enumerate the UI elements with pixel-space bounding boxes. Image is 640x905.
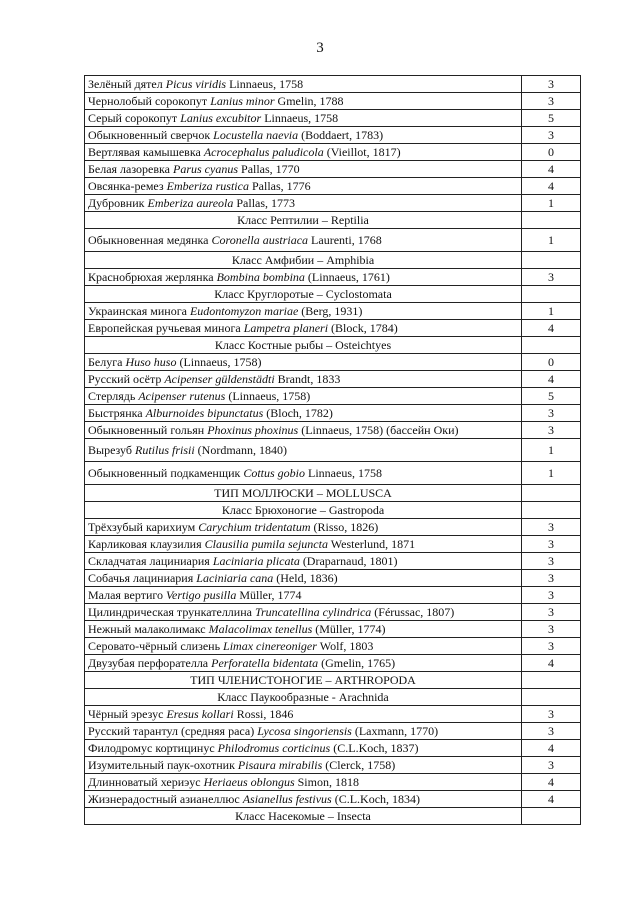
empty-category-cell	[522, 286, 581, 303]
species-name-cell	[85, 655, 522, 672]
category-cell: 1	[522, 229, 581, 252]
latin-name: Acrocephalus paludicola	[203, 145, 324, 159]
table-row	[85, 303, 581, 320]
species-name-cell	[85, 127, 522, 144]
table-row	[85, 621, 581, 638]
latin-name: Lanius excubitor	[180, 111, 262, 125]
species-name-cell	[85, 519, 522, 536]
common-name: Обыкновенная медянка	[88, 233, 212, 247]
author-citation: (Bloch, 1782)	[263, 406, 333, 420]
author-citation: Müller, 1774	[236, 588, 302, 602]
species-table	[84, 75, 581, 825]
species-name-cell	[85, 405, 522, 422]
section-header-row	[85, 808, 581, 825]
species-name-cell	[85, 144, 522, 161]
table-row	[85, 462, 581, 485]
table-row	[85, 791, 581, 808]
section-header: Класс Паукообразные - Arachnida	[85, 689, 522, 706]
common-name: Русский осётр	[88, 372, 165, 386]
category-cell: 0	[522, 144, 581, 161]
category-cell: 3	[522, 706, 581, 723]
table-row	[85, 371, 581, 388]
species-name-cell	[85, 757, 522, 774]
category-cell: 4	[522, 178, 581, 195]
category-cell: 3	[522, 269, 581, 286]
common-name: Дубровник	[88, 196, 148, 210]
table-row	[85, 519, 581, 536]
category-cell: 3	[522, 621, 581, 638]
table-row	[85, 723, 581, 740]
table-row	[85, 553, 581, 570]
latin-name: Locustella naevia	[213, 128, 299, 142]
table-row	[85, 110, 581, 127]
latin-name: Limax cinereoniger	[223, 639, 317, 653]
latin-name: Asianellus festivus	[242, 792, 332, 806]
common-name: Малая вертиго	[88, 588, 166, 602]
latin-name: Huso huso	[125, 355, 177, 369]
species-table-body	[85, 76, 581, 825]
category-cell: 3	[522, 519, 581, 536]
table-row	[85, 354, 581, 371]
common-name: Русский тарантул (средняя раса)	[88, 724, 258, 738]
latin-name: Lanius minor	[210, 94, 275, 108]
common-name: Украинская минога	[88, 304, 190, 318]
common-name: Собачья лациниария	[88, 571, 197, 585]
category-cell: 1	[522, 439, 581, 462]
author-citation: Brandt, 1833	[274, 372, 341, 386]
category-cell: 3	[522, 553, 581, 570]
latin-name: Emberiza rustica	[166, 179, 249, 193]
common-name: Белая лазоревка	[88, 162, 174, 176]
table-row	[85, 706, 581, 723]
latin-name: Clausilia pumila sejuncta	[204, 537, 328, 551]
table-row	[85, 757, 581, 774]
species-name-cell	[85, 723, 522, 740]
species-name-cell	[85, 422, 522, 439]
author-citation: Westerlund, 1871	[327, 537, 416, 551]
section-header-row	[85, 689, 581, 706]
species-name-cell	[85, 774, 522, 791]
species-name-cell	[85, 195, 522, 212]
latin-name: Acipenser rutenus	[138, 389, 226, 403]
species-name-cell	[85, 621, 522, 638]
species-name-cell	[85, 706, 522, 723]
latin-name: Philodromus corticinus	[217, 741, 331, 755]
species-name-cell	[85, 388, 522, 405]
author-citation: (Linnaeus, 1758)	[225, 389, 311, 403]
table-row	[85, 161, 581, 178]
author-citation: (Vieillot, 1817)	[323, 145, 401, 159]
common-name: Цилиндрическая трункателлина	[88, 605, 255, 619]
category-cell: 5	[522, 388, 581, 405]
category-cell: 0	[522, 354, 581, 371]
author-citation: (Linnaeus, 1758) (бассейн Оки)	[298, 423, 459, 437]
category-cell: 3	[522, 127, 581, 144]
species-name-cell	[85, 320, 522, 337]
species-name-cell	[85, 178, 522, 195]
table-row	[85, 127, 581, 144]
author-citation: Laurenti, 1768	[308, 233, 382, 247]
author-citation: Linnaeus, 1758	[261, 111, 339, 125]
author-citation: (Boddaert, 1783)	[298, 128, 384, 142]
category-cell: 3	[522, 723, 581, 740]
section-header: ТИП МОЛЛЮСКИ – MOLLUSCA	[85, 485, 522, 502]
latin-name: Cottus gobio	[243, 466, 306, 480]
empty-category-cell	[522, 485, 581, 502]
common-name: Длинноватый хериэус	[88, 775, 204, 789]
table-row	[85, 774, 581, 791]
common-name: Нежный малаколимакс	[88, 622, 209, 636]
table-row	[85, 422, 581, 439]
section-header-row	[85, 672, 581, 689]
empty-category-cell	[522, 212, 581, 229]
latin-name: Parus cyanus	[173, 162, 239, 176]
category-cell: 3	[522, 76, 581, 93]
latin-name: Heriaeus oblongus	[203, 775, 295, 789]
empty-category-cell	[522, 337, 581, 354]
table-row	[85, 229, 581, 252]
species-name-cell	[85, 462, 522, 485]
author-citation: (Gmelin, 1765)	[318, 656, 396, 670]
category-cell: 3	[522, 757, 581, 774]
category-cell: 4	[522, 655, 581, 672]
table-row	[85, 655, 581, 672]
common-name: Зелёный дятел	[88, 77, 166, 91]
table-row	[85, 144, 581, 161]
latin-name: Phoxinus phoxinus	[207, 423, 299, 437]
section-header-row	[85, 502, 581, 519]
section-header-row	[85, 252, 581, 269]
latin-name: Picus viridis	[165, 77, 227, 91]
table-row	[85, 320, 581, 337]
common-name: Двузубая перфорателла	[88, 656, 212, 670]
category-cell: 4	[522, 791, 581, 808]
author-citation: Wolf, 1803	[316, 639, 374, 653]
common-name: Обыкновенный подкаменщик	[88, 466, 244, 480]
author-citation: (Draparnaud, 1801)	[299, 554, 398, 568]
author-citation: (Held, 1836)	[273, 571, 338, 585]
latin-name: Pisaura mirabilis	[237, 758, 323, 772]
section-header: Класс Костные рыбы – Osteichtyes	[85, 337, 522, 354]
author-citation: (Linnaeus, 1761)	[304, 270, 390, 284]
table-row	[85, 587, 581, 604]
author-citation: (Linnaeus, 1758)	[176, 355, 262, 369]
category-cell: 4	[522, 320, 581, 337]
common-name: Серый сорокопут	[88, 111, 181, 125]
latin-name: Coronella austriaca	[211, 233, 309, 247]
common-name: Обыкновенный сверчок	[88, 128, 214, 142]
species-name-cell	[85, 354, 522, 371]
common-name: Стерлядь	[88, 389, 139, 403]
latin-name: Lampetra planeri	[243, 321, 329, 335]
table-row	[85, 195, 581, 212]
table-row	[85, 405, 581, 422]
category-cell: 3	[522, 638, 581, 655]
common-name: Чёрный эрезус	[88, 707, 167, 721]
common-name: Жизнерадостный азианеллюс	[88, 792, 243, 806]
category-cell: 4	[522, 774, 581, 791]
empty-category-cell	[522, 689, 581, 706]
latin-name: Malacolimax tenellus	[208, 622, 313, 636]
category-cell: 3	[522, 570, 581, 587]
species-name-cell	[85, 587, 522, 604]
common-name: Складчатая лациниария	[88, 554, 213, 568]
category-cell: 3	[522, 587, 581, 604]
latin-name: Laciniaria plicata	[212, 554, 300, 568]
author-citation: Simon, 1818	[294, 775, 359, 789]
latin-name: Perforatella bidentata	[211, 656, 319, 670]
section-header: ТИП ЧЛЕНИСТОНОГИЕ – ARTHROPODA	[85, 672, 522, 689]
table-row	[85, 269, 581, 286]
latin-name: Lycosa singoriensis	[257, 724, 352, 738]
common-name: Вертлявая камышевка	[88, 145, 204, 159]
common-name: Трёхзубый карихиум	[88, 520, 199, 534]
author-citation: Rossi, 1846	[233, 707, 294, 721]
latin-name: Vertigo pusilla	[166, 588, 237, 602]
latin-name: Bombina bombina	[216, 270, 305, 284]
species-name-cell	[85, 76, 522, 93]
table-row	[85, 740, 581, 757]
category-cell: 4	[522, 740, 581, 757]
common-name: Обыкновенный гольян	[88, 423, 208, 437]
author-citation: (Clerck, 1758)	[322, 758, 396, 772]
table-row	[85, 178, 581, 195]
table-row	[85, 93, 581, 110]
category-cell: 3	[522, 405, 581, 422]
common-name: Краснобрюхая жерлянка	[88, 270, 217, 284]
author-citation: (Block, 1784)	[328, 321, 398, 335]
section-header-row	[85, 337, 581, 354]
species-name-cell	[85, 161, 522, 178]
species-name-cell	[85, 229, 522, 252]
page-number: 3	[316, 40, 324, 56]
common-name: Европейская ручьевая минога	[88, 321, 244, 335]
species-name-cell	[85, 740, 522, 757]
table-row	[85, 388, 581, 405]
common-name: Изумительный паук-охотник	[88, 758, 238, 772]
category-cell: 1	[522, 462, 581, 485]
category-cell: 1	[522, 195, 581, 212]
category-cell: 3	[522, 93, 581, 110]
author-citation: Linnaeus, 1758	[226, 77, 304, 91]
species-name-cell	[85, 791, 522, 808]
table-row	[85, 604, 581, 621]
category-cell: 3	[522, 604, 581, 621]
species-name-cell	[85, 604, 522, 621]
species-name-cell	[85, 269, 522, 286]
species-name-cell	[85, 93, 522, 110]
section-header-row	[85, 286, 581, 303]
section-header: Класс Брюхоногие – Gastropoda	[85, 502, 522, 519]
species-name-cell	[85, 303, 522, 320]
author-citation: Pallas, 1770	[238, 162, 300, 176]
latin-name: Alburnoides bipunctatus	[145, 406, 264, 420]
author-citation: Gmelin, 1788	[274, 94, 344, 108]
common-name: Вырезуб	[88, 443, 135, 457]
section-header: Класс Круглоротые – Cyclostomata	[85, 286, 522, 303]
latin-name: Truncatellina cylindrica	[254, 605, 372, 619]
common-name: Быстрянка	[88, 406, 146, 420]
common-name: Овсянка-ремез	[88, 179, 167, 193]
common-name: Чернолобый сорокопут	[88, 94, 211, 108]
species-name-cell	[85, 536, 522, 553]
latin-name: Eresus kollari	[166, 707, 234, 721]
section-header: Класс Насекомые – Insecta	[85, 808, 522, 825]
empty-category-cell	[522, 672, 581, 689]
category-cell: 3	[522, 422, 581, 439]
category-cell: 1	[522, 303, 581, 320]
latin-name: Emberiza aureola	[147, 196, 234, 210]
category-cell: 5	[522, 110, 581, 127]
empty-category-cell	[522, 252, 581, 269]
species-name-cell	[85, 439, 522, 462]
author-citation: (Nordmann, 1840)	[194, 443, 287, 457]
latin-name: Laciniaria cana	[196, 571, 274, 585]
species-name-cell	[85, 553, 522, 570]
species-name-cell	[85, 371, 522, 388]
author-citation: (Müller, 1774)	[312, 622, 386, 636]
author-citation: (Berg, 1931)	[298, 304, 363, 318]
latin-name: Acipenser güldenstädti	[164, 372, 275, 386]
category-cell: 3	[522, 536, 581, 553]
author-citation: Linnaeus, 1758	[305, 466, 383, 480]
table-row	[85, 439, 581, 462]
empty-category-cell	[522, 502, 581, 519]
section-header: Класс Амфибии – Amphibia	[85, 252, 522, 269]
latin-name: Carychium tridentatum	[198, 520, 311, 534]
common-name: Филодромус кортицинус	[88, 741, 218, 755]
section-header-row	[85, 485, 581, 502]
author-citation: Pallas, 1776	[248, 179, 311, 193]
table-row	[85, 570, 581, 587]
author-citation: (Risso, 1826)	[310, 520, 379, 534]
table-row	[85, 638, 581, 655]
empty-category-cell	[522, 808, 581, 825]
common-name: Карликовая клаузилия	[88, 537, 205, 551]
author-citation: (Laxmann, 1770)	[351, 724, 439, 738]
author-citation: Pallas, 1773	[233, 196, 296, 210]
table-row	[85, 536, 581, 553]
section-header-row	[85, 212, 581, 229]
species-name-cell	[85, 110, 522, 127]
section-header: Класс Рептилии – Reptilia	[85, 212, 522, 229]
common-name: Серовато-чёрный слизень	[88, 639, 224, 653]
author-citation: (Férussac, 1807)	[371, 605, 455, 619]
latin-name: Rutilus frisii	[134, 443, 195, 457]
author-citation: (C.L.Koch, 1834)	[331, 792, 421, 806]
category-cell: 4	[522, 371, 581, 388]
author-citation: (C.L.Koch, 1837)	[330, 741, 419, 755]
latin-name: Eudontomyzon mariae	[189, 304, 299, 318]
category-cell: 4	[522, 161, 581, 178]
species-name-cell	[85, 570, 522, 587]
common-name: Белуга	[88, 355, 126, 369]
table-row	[85, 76, 581, 93]
species-name-cell	[85, 638, 522, 655]
